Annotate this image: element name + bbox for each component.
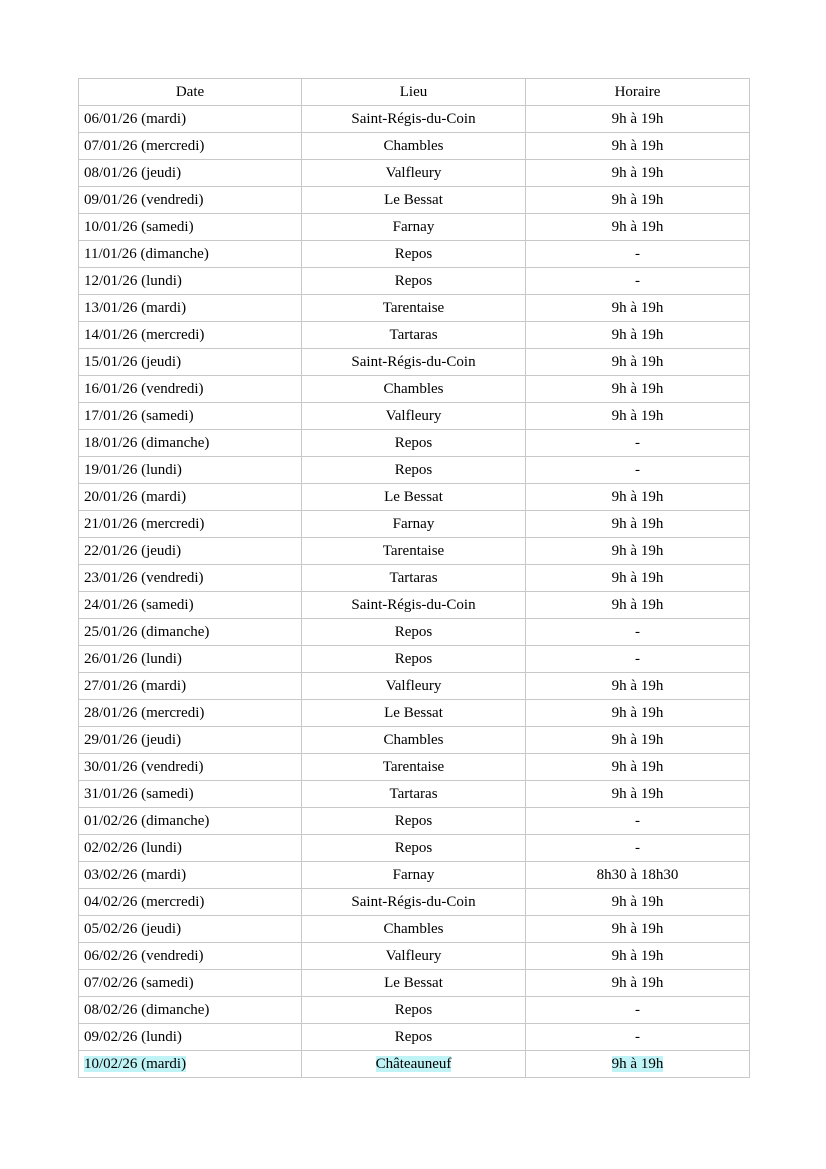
lieu-cell-text: Repos [394, 1002, 433, 1018]
date-cell [79, 808, 302, 835]
date-cell [79, 889, 302, 916]
lieu-cell-text: Repos [394, 462, 433, 478]
horaire-cell-text: 8h30 à 18h30 [596, 867, 679, 883]
table-row [79, 646, 750, 673]
lieu-cell [302, 106, 526, 133]
horaire-cell [526, 322, 750, 349]
horaire-cell [526, 781, 750, 808]
date-cell [79, 187, 302, 214]
horaire-cell [526, 295, 750, 322]
date-cell-text: 20/01/26 (mardi) [84, 489, 187, 505]
date-cell-text: 21/01/26 (mercredi) [84, 516, 205, 532]
date-cell-text: 06/01/26 (mardi) [84, 111, 187, 127]
date-cell-text: 02/02/26 (lundi) [84, 840, 182, 856]
horaire-cell-text: 9h à 19h [611, 489, 664, 505]
lieu-cell [302, 808, 526, 835]
date-cell [79, 943, 302, 970]
lieu-cell-text: Saint-Régis-du-Coin [351, 597, 476, 613]
lieu-cell-text: Tarentaise [382, 543, 445, 559]
date-cell [79, 619, 302, 646]
horaire-cell [526, 916, 750, 943]
schedule-table [78, 78, 750, 1078]
lieu-cell [302, 1024, 526, 1051]
date-cell [79, 484, 302, 511]
date-cell-text: 09/02/26 (lundi) [84, 1029, 182, 1045]
date-cell-text: 24/01/26 (samedi) [84, 597, 194, 613]
lieu-cell [302, 727, 526, 754]
table-row [79, 349, 750, 376]
lieu-cell [302, 862, 526, 889]
horaire-cell-text: 9h à 19h [611, 111, 664, 127]
horaire-cell-text: 9h à 19h [611, 516, 664, 532]
horaire-cell-text: - [635, 273, 640, 289]
table-row [79, 403, 750, 430]
date-cell [79, 349, 302, 376]
horaire-cell-text: 9h à 19h [611, 759, 664, 775]
lieu-cell-text: Valfleury [385, 408, 442, 424]
date-cell-text: 09/01/26 (vendredi) [84, 192, 204, 208]
lieu-cell [302, 970, 526, 997]
lieu-cell [302, 133, 526, 160]
lieu-cell-text: Valfleury [385, 678, 442, 694]
lieu-cell-text: Repos [394, 1029, 433, 1045]
lieu-cell-text: Le Bessat [384, 705, 443, 721]
lieu-cell [302, 835, 526, 862]
header-row [79, 79, 750, 106]
horaire-cell [526, 187, 750, 214]
lieu-cell-text: Repos [394, 624, 433, 640]
date-cell-text: 25/01/26 (dimanche) [84, 624, 210, 640]
lieu-cell-text: Châteauneuf [375, 1056, 452, 1072]
horaire-cell-text: 9h à 19h [611, 219, 664, 235]
date-cell [79, 727, 302, 754]
date-cell [79, 916, 302, 943]
horaire-cell-text: 9h à 19h [611, 165, 664, 181]
lieu-cell [302, 241, 526, 268]
horaire-cell [526, 349, 750, 376]
date-cell [79, 457, 302, 484]
table-row [79, 106, 750, 133]
header-date: Date [79, 79, 302, 106]
date-cell [79, 646, 302, 673]
lieu-cell [302, 268, 526, 295]
date-cell-text: 03/02/26 (mardi) [84, 867, 187, 883]
table-row [79, 943, 750, 970]
table-row [79, 295, 750, 322]
horaire-cell [526, 133, 750, 160]
horaire-cell [526, 1024, 750, 1051]
date-cell-text: 15/01/26 (jeudi) [84, 354, 182, 370]
horaire-cell [526, 241, 750, 268]
horaire-cell-text: 9h à 19h [611, 192, 664, 208]
horaire-cell [526, 592, 750, 619]
lieu-cell [302, 619, 526, 646]
lieu-cell [302, 700, 526, 727]
horaire-cell [526, 970, 750, 997]
date-cell [79, 106, 302, 133]
horaire-cell-text: - [635, 462, 640, 478]
header-lieu: Lieu [302, 79, 526, 106]
date-cell-text: 31/01/26 (samedi) [84, 786, 194, 802]
lieu-cell [302, 916, 526, 943]
date-cell [79, 781, 302, 808]
date-cell-text: 14/01/26 (mercredi) [84, 327, 205, 343]
horaire-cell [526, 862, 750, 889]
lieu-cell-text: Farnay [392, 219, 435, 235]
table-row [79, 592, 750, 619]
lieu-cell [302, 403, 526, 430]
date-cell-text: 12/01/26 (lundi) [84, 273, 182, 289]
horaire-cell [526, 727, 750, 754]
horaire-cell-text: 9h à 19h [611, 570, 664, 586]
lieu-cell-text: Le Bessat [384, 489, 443, 505]
table-row [79, 214, 750, 241]
horaire-cell-text: - [635, 435, 640, 451]
date-cell-text: 30/01/26 (vendredi) [84, 759, 204, 775]
date-cell-text: 19/01/26 (lundi) [84, 462, 182, 478]
horaire-cell [526, 565, 750, 592]
lieu-cell [302, 214, 526, 241]
date-cell [79, 754, 302, 781]
lieu-cell [302, 430, 526, 457]
date-cell-text: 04/02/26 (mercredi) [84, 894, 205, 910]
date-cell [79, 376, 302, 403]
horaire-cell-text: 9h à 19h [611, 543, 664, 559]
horaire-cell-text: 9h à 19h [611, 921, 664, 937]
date-cell [79, 997, 302, 1024]
horaire-cell-text: 9h à 19h [611, 327, 664, 343]
table-row [79, 700, 750, 727]
date-cell [79, 970, 302, 997]
table-row [79, 268, 750, 295]
lieu-cell-text: Farnay [392, 867, 435, 883]
horaire-cell [526, 943, 750, 970]
date-cell-text: 16/01/26 (vendredi) [84, 381, 204, 397]
table-row [79, 781, 750, 808]
date-cell [79, 565, 302, 592]
date-cell-text: 29/01/26 (jeudi) [84, 732, 182, 748]
table-row [79, 1051, 750, 1078]
lieu-cell [302, 673, 526, 700]
date-cell [79, 268, 302, 295]
lieu-cell [302, 781, 526, 808]
date-cell-text: 11/01/26 (dimanche) [84, 246, 209, 262]
lieu-cell [302, 511, 526, 538]
lieu-cell [302, 754, 526, 781]
date-cell-text: 10/02/26 (mardi) [84, 1056, 187, 1072]
table-row [79, 619, 750, 646]
lieu-cell [302, 484, 526, 511]
table-row [79, 457, 750, 484]
horaire-cell-text: 9h à 19h [611, 732, 664, 748]
table-row [79, 916, 750, 943]
horaire-cell [526, 808, 750, 835]
date-cell [79, 862, 302, 889]
table-row [79, 835, 750, 862]
horaire-cell [526, 430, 750, 457]
table-row [79, 997, 750, 1024]
date-cell-text: 22/01/26 (jeudi) [84, 543, 182, 559]
lieu-cell-text: Repos [394, 246, 433, 262]
table-row [79, 565, 750, 592]
horaire-cell [526, 673, 750, 700]
horaire-cell [526, 646, 750, 673]
lieu-cell-text: Repos [394, 273, 433, 289]
horaire-cell [526, 403, 750, 430]
date-cell [79, 1051, 302, 1078]
horaire-cell-text: - [635, 840, 640, 856]
date-cell [79, 700, 302, 727]
date-cell [79, 241, 302, 268]
table-row [79, 376, 750, 403]
date-cell-text: 10/01/26 (samedi) [84, 219, 194, 235]
lieu-cell [302, 997, 526, 1024]
date-cell [79, 1024, 302, 1051]
lieu-cell [302, 943, 526, 970]
date-cell-text: 07/01/26 (mercredi) [84, 138, 205, 154]
header-horaire: Horaire [526, 79, 750, 106]
lieu-cell [302, 1051, 526, 1078]
date-cell-text: 26/01/26 (lundi) [84, 651, 182, 667]
lieu-cell [302, 322, 526, 349]
horaire-cell [526, 538, 750, 565]
date-cell-text: 08/02/26 (dimanche) [84, 1002, 210, 1018]
table-row [79, 1024, 750, 1051]
date-cell [79, 214, 302, 241]
table-header [79, 79, 750, 106]
horaire-cell [526, 376, 750, 403]
lieu-cell-text: Saint-Régis-du-Coin [351, 894, 476, 910]
lieu-cell [302, 457, 526, 484]
date-cell [79, 160, 302, 187]
lieu-cell-text: Farnay [392, 516, 435, 532]
lieu-cell-text: Repos [394, 840, 433, 856]
lieu-cell-text: Tarentaise [382, 759, 445, 775]
table-row [79, 430, 750, 457]
date-cell [79, 538, 302, 565]
table-row [79, 160, 750, 187]
horaire-cell-text: - [635, 624, 640, 640]
lieu-cell-text: Repos [394, 435, 433, 451]
lieu-cell-text: Saint-Régis-du-Coin [351, 354, 476, 370]
horaire-cell [526, 619, 750, 646]
lieu-cell-text: Tartaras [389, 327, 438, 343]
date-cell [79, 673, 302, 700]
horaire-cell [526, 997, 750, 1024]
date-cell-text: 28/01/26 (mercredi) [84, 705, 205, 721]
date-cell-text: 06/02/26 (vendredi) [84, 948, 204, 964]
horaire-cell [526, 268, 750, 295]
date-cell-text: 01/02/26 (dimanche) [84, 813, 210, 829]
horaire-cell-text: 9h à 19h [611, 138, 664, 154]
horaire-cell-text: 9h à 19h [611, 597, 664, 613]
lieu-cell-text: Tartaras [389, 570, 438, 586]
table-row [79, 133, 750, 160]
date-cell [79, 295, 302, 322]
horaire-cell-text: - [635, 651, 640, 667]
lieu-cell-text: Chambles [383, 138, 444, 154]
horaire-cell-text: 9h à 19h [611, 894, 664, 910]
table-row [79, 187, 750, 214]
lieu-cell [302, 376, 526, 403]
table-row [79, 673, 750, 700]
table-row [79, 241, 750, 268]
horaire-cell [526, 754, 750, 781]
horaire-cell [526, 214, 750, 241]
date-cell [79, 403, 302, 430]
date-cell-text: 18/01/26 (dimanche) [84, 435, 210, 451]
lieu-cell [302, 160, 526, 187]
horaire-cell [526, 700, 750, 727]
table-row [79, 511, 750, 538]
table-row [79, 862, 750, 889]
horaire-cell [526, 511, 750, 538]
horaire-cell-text: 9h à 19h [611, 408, 664, 424]
date-cell-text: 08/01/26 (jeudi) [84, 165, 182, 181]
horaire-cell-text: 9h à 19h [611, 381, 664, 397]
horaire-cell-text: - [635, 246, 640, 262]
lieu-cell-text: Chambles [383, 732, 444, 748]
lieu-cell-text: Valfleury [385, 948, 442, 964]
lieu-cell-text: Repos [394, 651, 433, 667]
date-cell-text: 05/02/26 (jeudi) [84, 921, 182, 937]
lieu-cell [302, 187, 526, 214]
lieu-cell-text: Tartaras [389, 786, 438, 802]
horaire-cell-text: 9h à 19h [611, 705, 664, 721]
table-row [79, 322, 750, 349]
lieu-cell-text: Le Bessat [384, 192, 443, 208]
lieu-cell [302, 565, 526, 592]
lieu-cell-text: Valfleury [385, 165, 442, 181]
horaire-cell-text: - [635, 1002, 640, 1018]
lieu-cell-text: Repos [394, 813, 433, 829]
lieu-cell [302, 295, 526, 322]
horaire-cell [526, 889, 750, 916]
table-body [79, 106, 750, 1078]
horaire-cell-text: 9h à 19h [611, 1056, 664, 1072]
table-row [79, 889, 750, 916]
horaire-cell-text: 9h à 19h [611, 300, 664, 316]
lieu-cell-text: Chambles [383, 921, 444, 937]
lieu-cell-text: Le Bessat [384, 975, 443, 991]
date-cell-text: 27/01/26 (mardi) [84, 678, 187, 694]
horaire-cell-text: - [635, 813, 640, 829]
horaire-cell-text: 9h à 19h [611, 354, 664, 370]
date-cell-text: 07/02/26 (samedi) [84, 975, 194, 991]
table-row [79, 970, 750, 997]
date-cell [79, 592, 302, 619]
lieu-cell-text: Saint-Régis-du-Coin [351, 111, 476, 127]
horaire-cell [526, 1051, 750, 1078]
table-row [79, 538, 750, 565]
horaire-cell [526, 160, 750, 187]
date-cell [79, 835, 302, 862]
lieu-cell [302, 538, 526, 565]
table-row [79, 808, 750, 835]
lieu-cell [302, 349, 526, 376]
horaire-cell [526, 484, 750, 511]
lieu-cell-text: Chambles [383, 381, 444, 397]
horaire-cell-text: 9h à 19h [611, 948, 664, 964]
horaire-cell [526, 106, 750, 133]
date-cell-text: 23/01/26 (vendredi) [84, 570, 204, 586]
horaire-cell-text: 9h à 19h [611, 678, 664, 694]
table-row [79, 484, 750, 511]
date-cell [79, 511, 302, 538]
date-cell-text: 17/01/26 (samedi) [84, 408, 194, 424]
date-cell [79, 133, 302, 160]
lieu-cell-text: Tarentaise [382, 300, 445, 316]
lieu-cell [302, 592, 526, 619]
table-row [79, 754, 750, 781]
lieu-cell [302, 646, 526, 673]
horaire-cell [526, 457, 750, 484]
date-cell [79, 322, 302, 349]
horaire-cell-text: 9h à 19h [611, 975, 664, 991]
horaire-cell-text: - [635, 1029, 640, 1045]
horaire-cell [526, 835, 750, 862]
table-row [79, 727, 750, 754]
date-cell [79, 430, 302, 457]
lieu-cell [302, 889, 526, 916]
date-cell-text: 13/01/26 (mardi) [84, 300, 187, 316]
horaire-cell-text: 9h à 19h [611, 786, 664, 802]
